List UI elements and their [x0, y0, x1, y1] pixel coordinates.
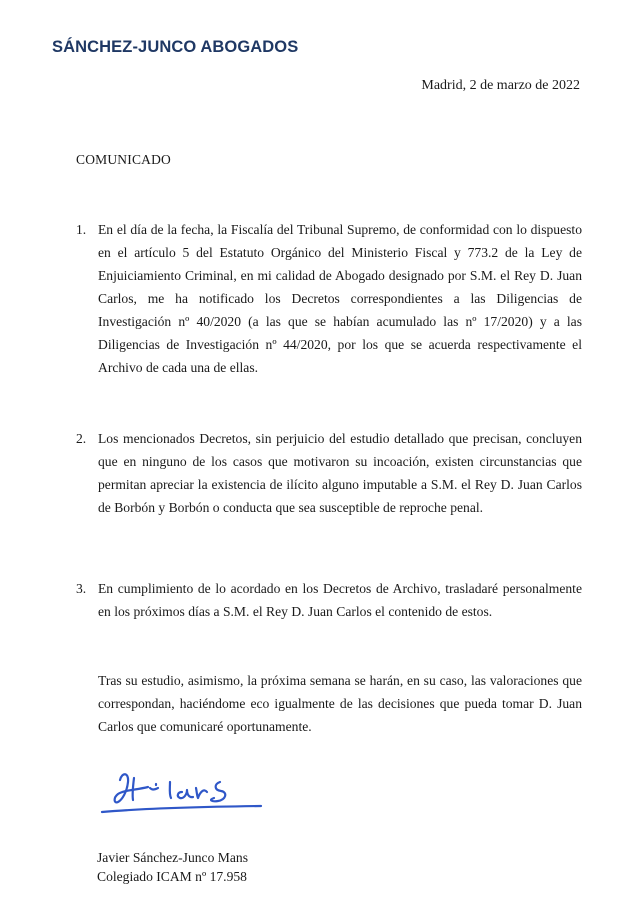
list-item	[76, 427, 582, 519]
signer-name: Javier Sánchez-Junco Mans	[97, 850, 248, 865]
place-date: Madrid, 2 de marzo de 2022	[421, 78, 580, 93]
document-heading: COMUNICADO	[76, 152, 172, 167]
item-text: En cumplimiento de lo acordado en los Decretos de Archivo, trasladaré personalmente en los próximos días a S.M. el Rey D. Juan Carlos el contenido de estos.	[98, 581, 582, 619]
item-number: 2.	[76, 431, 87, 446]
item-number: 3.	[76, 581, 87, 596]
signer-block	[97, 848, 248, 886]
list-item	[76, 577, 582, 623]
list-item	[76, 218, 582, 379]
closing-paragraph: Tras su estudio, asimismo, la próxima semana se harán, en su caso, las valoraciones que correspondan, haciéndome eco igualmente de las decisiones que pueda tomar D. Juan Carlos que comunicaré oportunamente.	[98, 673, 582, 734]
item-number: 1.	[76, 222, 87, 237]
item-text: Los mencionados Decretos, sin perjuicio del estudio detallado que precisan, concluyen que en ninguno de los casos que motivaron su incoación, existen circunstancias que permitan apreciar la existencia de ilícito alguno imputable a S.M. el Rey D. Juan Carlos de Borbón y Borbón o conducta que sea susceptible de reproche penal.	[98, 431, 582, 515]
handwritten-signature	[96, 760, 276, 830]
firm-name: SÁNCHEZ-JUNCO ABOGADOS	[52, 38, 299, 56]
signer-credential: Colegiado ICAM nº 17.958	[97, 869, 247, 884]
item-text: En el día de la fecha, la Fiscalía del Tribunal Supremo, de conformidad con lo dispuesto en el artículo 5 del Estatuto Orgánico del Ministerio Fiscal y 773.2 de la Ley de Enjuiciamiento Criminal, en mi calidad de Abogado designado por S.M. el Rey D. Juan Carlos, me ha notificado los Decretos correspondientes a las Diligencias de Investigación nº 40/2020 (a las que se habían acumulado las nº 17/2020) y a las Diligencias de Investigación nº 44/2020, por los que se acuerda respectivamente el Archivo de cada una de ellas.	[98, 222, 582, 375]
